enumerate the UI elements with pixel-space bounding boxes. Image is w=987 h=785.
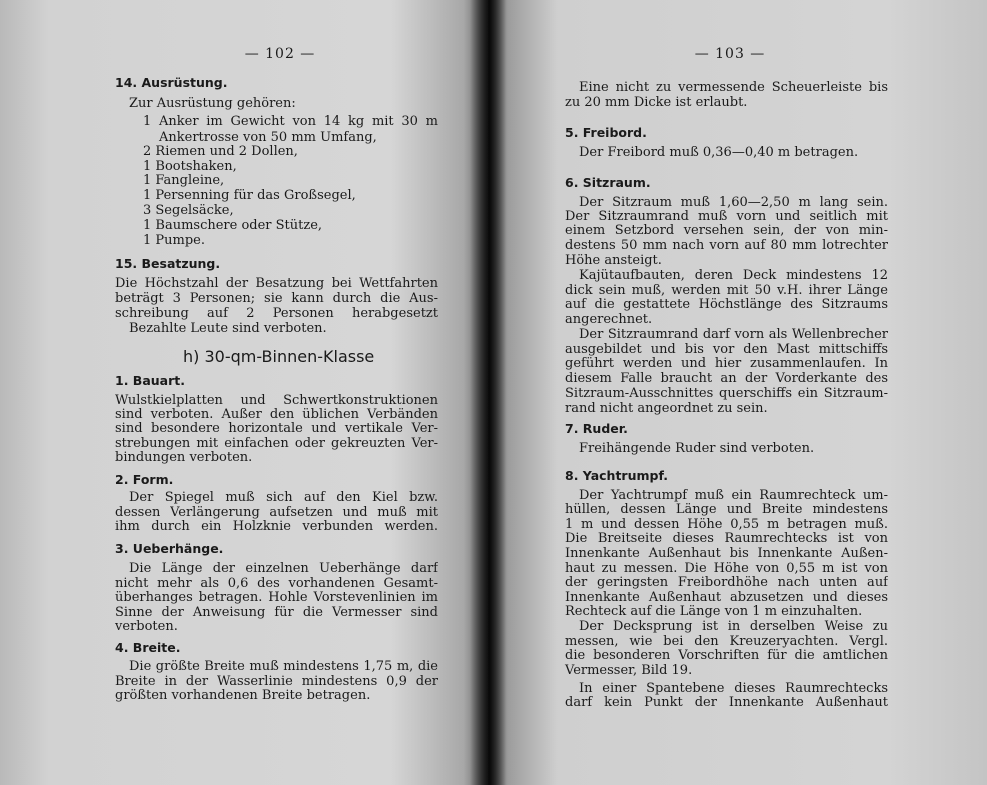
class-heading: h) 30-qm-Binnen-Klasse [183,347,375,366]
text-line: Der Sitzraumrand darf vorn als Wellenbrecher [579,327,888,342]
left-page-number: — 102 — [244,46,316,62]
text-line: Freihängende Ruder sind verboten. [579,441,815,456]
text-line: 1 Pumpe. [143,233,205,248]
section-heading: 7. Ruder. [565,421,628,436]
text-line: 1 Persenning für das Großsegel, [143,188,356,203]
text-line: einem Setzbord versehen sein, der von min- [565,223,888,238]
text-line: zu 20 mm Dicke ist erlaubt. [565,95,748,110]
text-line: Zur Ausrüstung gehören: [129,96,296,111]
text-line: Ankertrosse von 50 mm Umfang, [159,130,377,145]
text-line: 1 m und dessen Höhe 0,55 m betragen muß. [565,517,888,532]
text-line: Sitzraum-Ausschnittes querschiffs ein Sitzraum- [565,386,888,401]
text-line: die besonderen Vorschriften für die amtlichen [565,648,888,663]
section-heading: 15. Besatzung. [115,256,221,271]
text-line: Breite in der Wasserlinie mindestens 0,9 der [115,674,438,689]
text-line: 1 Fangleine, [143,173,225,188]
section-heading: 2. Form. [115,472,174,487]
text-line: überhanges betragen. Hohle Vorstevenlinien im [115,590,438,605]
text-line: Die Breitseite dieses Raumrechtecks ist von [565,531,888,546]
text-line: darf kein Punkt der Innenkante Außenhaut [565,695,888,710]
text-line: beträgt 3 Personen; sie kann durch die Aus- [115,291,438,306]
text-line: größten vorhandenen Breite betragen. [115,688,371,703]
section-heading: 5. Freibord. [565,125,647,140]
text-line: destens 50 mm nach vorn auf 80 mm lotrechter [565,238,888,253]
text-line: Der Yachtrumpf muß ein Raumrechteck um- [579,488,888,503]
text-line: diesem Falle braucht an der Vorderkante des [565,371,888,386]
text-line: Kajütaufbauten, deren Deck mindestens 12 [579,268,888,283]
text-line: Innenkante Außenhaut bis Innenkante Außen- [565,546,888,561]
text-line: Wulstkielplatten und Schwertkonstruktionen [115,393,438,408]
text-line: Rechteck auf die Länge von 1 m einzuhalten. [565,604,863,619]
section-heading: 1. Bauart. [115,373,185,388]
text-line: Der Sitzraumrand muß vorn und seitlich mit [565,209,888,224]
text-line: sind besondere horizontale und vertikale Ver- [115,421,438,436]
text-line: haut zu messen. Die Höhe von 0,55 m ist von [565,561,888,576]
text-line: Die Höchstzahl der Besatzung bei Wettfahrten [115,276,438,291]
text-line: verboten. [115,619,178,634]
text-line: auf die gestattete Höchstlänge des Sitzraums [565,297,888,312]
right-page-number: — 103 — [694,46,766,62]
text-line: Der Sitzraum muß 1,60—2,50 m lang sein. [579,195,888,210]
text-line: 3 Segelsäcke, [143,203,234,218]
text-line: Die Länge der einzelnen Ueberhänge darf [129,561,438,576]
text-line: angerechnet. [565,312,653,327]
text-line: der geringsten Freibordhöhe nach unten auf [565,575,888,590]
text-line: Sinne der Anweisung für die Vermesser sind [115,605,438,620]
text-line: Der Decksprung ist in derselben Weise zu [579,619,888,634]
text-line: nicht mehr als 0,6 des vorhandenen Gesamt- [115,576,438,591]
text-line: Bezahlte Leute sind verboten. [129,321,327,336]
section-heading: 8. Yachtrumpf. [565,468,668,483]
text-line: Vermesser, Bild 19. [565,663,693,678]
text-line: Innenkante Außenhaut abzusetzen und dieses [565,590,888,605]
text-line: 2 Riemen und 2 Dollen, [143,144,298,159]
text-line: In einer Spantebene dieses Raumrechtecks [579,681,888,696]
text-line: 1 Anker im Gewicht von 14 kg mit 30 m [143,114,438,129]
section-heading: 6. Sitzraum. [565,175,651,190]
text-line: Eine nicht zu vermessende Scheuerleiste bis [579,80,888,95]
section-heading: 14. Ausrüstung. [115,75,228,90]
text-line: hüllen, dessen Länge und Breite mindestens [565,502,888,517]
text-line: bindungen verboten. [115,450,253,465]
book-gutter [470,0,506,785]
text-line: dessen Verlängerung aufsetzen und muß mit [115,505,438,520]
text-line: Die größte Breite muß mindestens 1,75 m, die [129,659,438,674]
text-line: rand nicht angeordnet zu sein. [565,401,768,416]
text-line: strebungen mit einfachen oder gekreuzten Ver- [115,436,438,451]
text-line: Der Spiegel muß sich auf den Kiel bzw. [129,490,438,505]
text-line: ihm durch ein Holzknie verbunden werden. [115,519,438,534]
text-line: ausgebildet und bis vor den Mast mittschiffs [565,342,888,357]
text-line: 1 Bootshaken, [143,159,237,174]
text-line: dick sein muß, werden mit 50 v.H. ihrer Länge [565,283,888,298]
text-line: schreibung auf 2 Personen herabgesetzt [115,306,438,321]
text-line: geführt werden und hier zusammenlaufen. In [565,356,888,371]
section-heading: 3. Ueberhänge. [115,541,224,556]
section-heading: 4. Breite. [115,640,181,655]
text-line: 1 Baumschere oder Stütze, [143,218,323,233]
text-line: sind verboten. Außer den üblichen Verbänden [115,407,438,422]
text-line: Höhe ansteigt. [565,253,662,268]
text-line: messen, wie bei den Kreuzeryachten. Vergl. [565,634,888,649]
text-line: Der Freibord muß 0,36—0,40 m betragen. [579,145,859,160]
